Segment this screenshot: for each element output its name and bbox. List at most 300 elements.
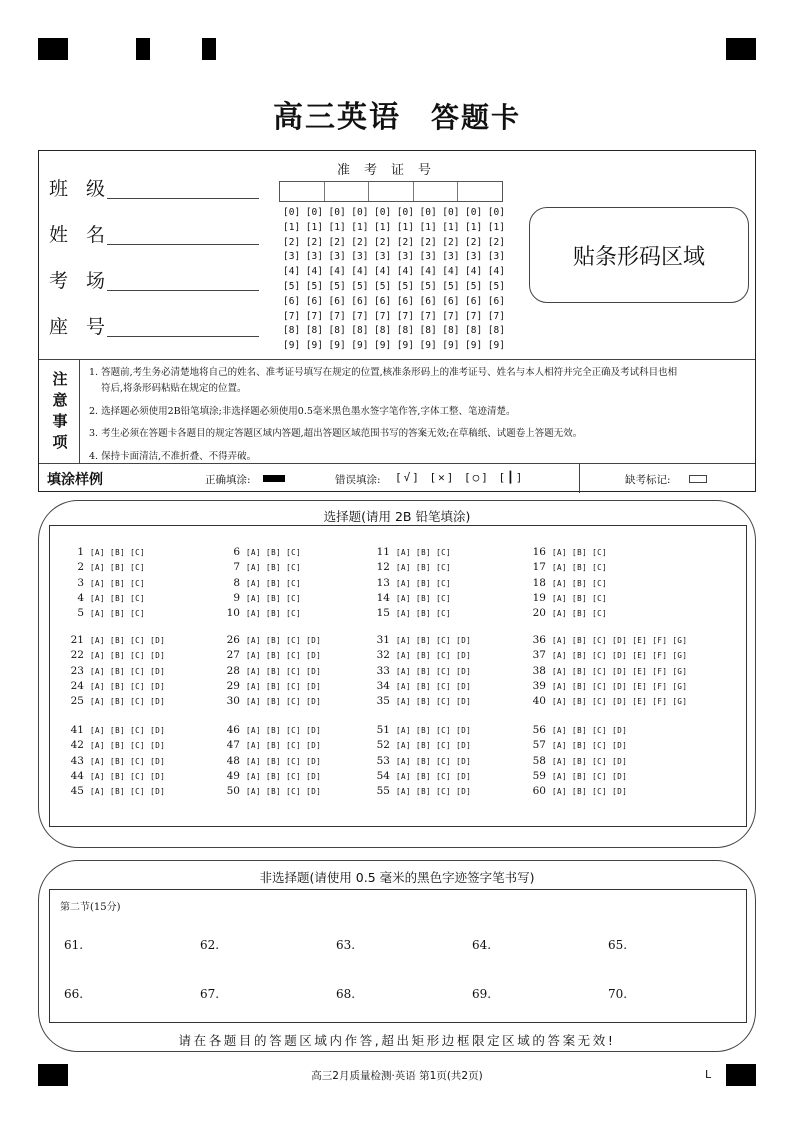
question-number: 1	[77, 546, 84, 558]
question-number: 7	[233, 561, 240, 574]
choice-question	[220, 592, 301, 604]
choice-question	[64, 695, 165, 707]
digit-bubble[interactable]: [4]	[442, 266, 460, 278]
digit-bubble[interactable]: [3]	[305, 251, 323, 263]
question-number: 44	[70, 769, 84, 782]
digit-bubble[interactable]: [5]	[487, 280, 505, 292]
choice-question	[526, 546, 607, 558]
digit-bubble[interactable]: [8]	[305, 325, 323, 337]
choice-question	[370, 680, 471, 692]
option-bubbles[interactable]: [A] [B] [C]	[90, 578, 146, 588]
question-number: 49	[226, 769, 240, 782]
question-number: 6	[233, 546, 240, 558]
divider	[79, 359, 80, 463]
answer-label: 65.	[608, 938, 628, 952]
class-line	[107, 198, 259, 199]
choice-question	[526, 724, 627, 736]
digit-bubble[interactable]: [5]	[283, 280, 301, 292]
digit-bubble[interactable]: [2]	[283, 236, 301, 248]
digit-bubble[interactable]: [3]	[283, 251, 301, 263]
digit-bubble[interactable]: [9]	[328, 340, 346, 352]
fill-sample-label: 填涂样例	[47, 472, 103, 488]
question-number: 31	[376, 634, 390, 646]
answer-label: 61.	[64, 938, 84, 952]
digit-bubble[interactable]: [8]	[351, 325, 369, 337]
name-label: 姓名	[49, 224, 124, 246]
option-bubbles[interactable]: [A] [B] [C]	[396, 548, 452, 557]
digit-bubble[interactable]: [6]	[396, 295, 414, 307]
divider	[39, 463, 755, 464]
option-bubbles[interactable]: [A] [B] [C] [D]	[552, 787, 628, 797]
choice-question	[526, 607, 607, 619]
digit-row	[283, 222, 505, 237]
question-number: 41	[70, 724, 84, 736]
title-sub: 答题卡	[430, 101, 521, 134]
digit-bubble[interactable]: [2]	[396, 236, 414, 248]
choice-question	[370, 770, 471, 782]
digit-bubble[interactable]: [8]	[328, 325, 346, 337]
question-number: 33	[376, 664, 390, 677]
option-bubbles[interactable]: [A] [B] [C]	[246, 609, 302, 619]
choice-question	[64, 546, 145, 558]
answer-label: 66.	[64, 987, 84, 1001]
digit-row	[283, 325, 505, 340]
digit-bubble[interactable]: [6]	[374, 295, 392, 307]
digit-bubble[interactable]: [0]	[419, 207, 437, 218]
digit-bubble[interactable]: [6]	[351, 295, 369, 307]
option-bubbles[interactable]: [A] [B] [C] [D]	[552, 741, 628, 751]
option-bubbles[interactable]: [A] [B] [C] [D]	[246, 741, 322, 751]
title-main: 高三英语	[272, 100, 401, 135]
option-bubbles[interactable]: [A] [B] [C] [D]	[90, 741, 166, 751]
digit-bubble[interactable]: [1]	[305, 221, 323, 233]
digit-bubble[interactable]: [2]	[419, 236, 437, 248]
choice-question	[370, 695, 471, 707]
digit-bubble[interactable]: [2]	[374, 236, 392, 248]
option-bubbles[interactable]: [A] [B] [C] [D]	[396, 636, 472, 645]
answer-label: 63.	[336, 938, 356, 952]
question-number: 54	[376, 769, 390, 782]
digit-bubble[interactable]: [3]	[442, 251, 460, 263]
digit-bubble[interactable]: [1]	[374, 221, 392, 233]
digit-row	[283, 296, 505, 311]
page-title	[0, 92, 794, 136]
digit-bubble[interactable]: [5]	[328, 280, 346, 292]
choice-question	[220, 649, 321, 661]
digit-bubble[interactable]: [9]	[283, 340, 301, 352]
option-bubbles[interactable]: [A] [B] [C] [D]	[90, 697, 166, 707]
digit-bubble[interactable]: [3]	[396, 251, 414, 263]
digit-bubble[interactable]: [8]	[283, 325, 301, 337]
digit-bubble[interactable]: [5]	[442, 280, 460, 292]
option-bubbles[interactable]: [A] [B] [C]	[396, 563, 452, 573]
digit-bubble[interactable]: [3]	[419, 251, 437, 263]
digit-bubble[interactable]: [8]	[465, 325, 483, 337]
option-bubbles[interactable]: [A] [B] [C] [D]	[90, 726, 166, 735]
digit-bubble[interactable]: [7]	[442, 310, 460, 322]
digit-bubble[interactable]: [7]	[396, 310, 414, 322]
answer-label: 62.	[200, 938, 220, 952]
option-bubbles[interactable]: [A] [B] [C]	[246, 548, 302, 557]
choice-question	[64, 724, 165, 736]
choice-question	[64, 649, 165, 661]
choice-question	[220, 561, 301, 573]
digit-bubble[interactable]: [5]	[465, 280, 483, 292]
choice-question	[220, 785, 321, 797]
digit-bubble[interactable]: [7]	[328, 310, 346, 322]
choice-question	[64, 634, 165, 646]
digit-bubble[interactable]: [4]	[283, 266, 301, 278]
option-bubbles[interactable]: [A] [B] [C] [D]	[396, 651, 472, 661]
digit-bubble[interactable]: [6]	[305, 295, 323, 307]
option-bubbles[interactable]: [A] [B] [C] [D]	[246, 697, 322, 707]
option-bubbles[interactable]: [A] [B] [C] [D] [E] [F] [G]	[552, 666, 688, 676]
digit-bubble[interactable]: [4]	[328, 266, 346, 278]
choice-question	[370, 592, 451, 604]
digit-bubble[interactable]: [5]	[374, 280, 392, 292]
digit-bubble[interactable]: [4]	[305, 266, 323, 278]
registration-mark	[726, 38, 756, 60]
digit-bubble[interactable]: [0]	[396, 207, 414, 218]
digit-bubble[interactable]: [7]	[305, 310, 323, 322]
option-bubbles[interactable]: [A] [B] [C]	[396, 609, 452, 619]
digit-row	[283, 340, 505, 355]
choice-question	[526, 695, 687, 707]
question-number: 42	[70, 739, 84, 752]
digit-bubble[interactable]: [2]	[305, 236, 323, 248]
nonchoice-answer-area[interactable]	[49, 889, 747, 1023]
digit-bubble[interactable]: [9]	[419, 340, 437, 352]
choice-question	[370, 546, 451, 558]
digit-bubble[interactable]: [7]	[283, 310, 301, 322]
digit-bubble[interactable]: [5]	[419, 280, 437, 292]
digit-bubble[interactable]: [9]	[374, 340, 392, 352]
digit-bubble[interactable]: [1]	[396, 221, 414, 233]
question-number: 36	[532, 634, 546, 646]
option-bubbles[interactable]: [A] [B] [C] [D]	[396, 741, 472, 751]
digit-bubble[interactable]: [4]	[465, 266, 483, 278]
option-bubbles[interactable]: [A] [B] [C] [D]	[396, 771, 472, 781]
digit-bubble[interactable]: [3]	[487, 251, 505, 263]
option-bubbles[interactable]: [A] [B] [C] [D]	[552, 771, 628, 781]
digit-bubble[interactable]: [1]	[465, 221, 483, 233]
digit-bubble[interactable]: [4]	[487, 266, 505, 278]
digit-bubble[interactable]: [4]	[396, 266, 414, 278]
digit-bubble[interactable]: [0]	[465, 207, 483, 218]
digit-bubble[interactable]: [5]	[305, 280, 323, 292]
question-number: 47	[226, 739, 240, 752]
choice-question	[64, 785, 165, 797]
digit-bubble[interactable]: [1]	[419, 221, 437, 233]
question-number: 2	[77, 561, 84, 574]
footer-corner-label: L	[705, 1068, 712, 1081]
choice-question	[64, 739, 165, 751]
correct-fill-label: 正确填涂:	[205, 474, 251, 486]
class-field[interactable]	[49, 177, 259, 201]
question-number: 58	[532, 754, 546, 767]
option-bubbles[interactable]: [A] [B] [C] [D] [E] [F] [G]	[552, 651, 688, 661]
choice-question	[526, 770, 627, 782]
option-bubbles[interactable]: [A] [B] [C] [D]	[246, 756, 322, 766]
digit-bubble[interactable]: [6]	[419, 295, 437, 307]
choice-question	[64, 680, 165, 692]
choice-question	[526, 592, 607, 604]
question-number: 32	[376, 649, 390, 662]
option-bubbles[interactable]: [A] [B] [C]	[246, 593, 302, 603]
seat-line	[107, 336, 259, 337]
class-label: 班级	[49, 178, 124, 200]
choice-question	[220, 770, 321, 782]
digit-bubble[interactable]: [4]	[351, 266, 369, 278]
choice-panel	[38, 500, 756, 848]
question-number: 10	[226, 607, 240, 620]
note-item: 1. 答题前,考生务必清楚地将自己的姓名、准考证号填写在规定的位置,核准条形码上的准考证号、姓名与本人相符并完全正确及考试科目也相	[89, 367, 678, 378]
warning-text: 请在各题目的答题区域内作答,超出矩形边框限定区域的答案无效!	[178, 1033, 616, 1048]
choice-question	[220, 739, 321, 751]
digit-row	[283, 237, 505, 252]
digit-bubble[interactable]: [4]	[374, 266, 392, 278]
option-bubbles[interactable]: [A] [B] [C] [D] [E] [F] [G]	[552, 636, 688, 645]
option-bubbles[interactable]: [A] [B] [C] [D]	[396, 756, 472, 766]
option-bubbles[interactable]: [A] [B] [C]	[552, 563, 608, 573]
choice-question	[526, 561, 607, 573]
choice-question	[526, 680, 687, 692]
option-bubbles[interactable]: [A] [B] [C] [D]	[90, 651, 166, 661]
digit-bubble[interactable]: [0]	[442, 207, 460, 218]
option-bubbles[interactable]: [A] [B] [C] [D]	[396, 697, 472, 707]
question-number: 59	[532, 769, 546, 782]
digit-bubble[interactable]: [8]	[442, 325, 460, 337]
digit-bubble[interactable]: [6]	[283, 295, 301, 307]
digit-bubble[interactable]: [3]	[351, 251, 369, 263]
option-bubbles[interactable]: [A] [B] [C] [D]	[246, 636, 322, 645]
option-bubbles[interactable]: [A] [B] [C]	[552, 609, 608, 619]
option-bubbles[interactable]: [A] [B] [C] [D]	[90, 787, 166, 797]
option-bubbles[interactable]: [A] [B] [C] [D]	[552, 726, 628, 735]
digit-bubble[interactable]: [0]	[283, 207, 301, 218]
digit-bubble[interactable]: [0]	[487, 207, 505, 218]
choice-question	[526, 755, 627, 767]
question-number: 46	[226, 724, 240, 736]
question-number: 15	[376, 607, 390, 620]
answer-label: 64.	[472, 938, 492, 952]
digit-bubble[interactable]: [1]	[283, 221, 301, 233]
choice-answer-area	[49, 525, 747, 827]
choice-title: 选择题(请用 2B 铅笔填涂)	[323, 509, 471, 524]
digit-bubble[interactable]: [9]	[351, 340, 369, 352]
option-bubbles[interactable]: [A] [B] [C] [D]	[90, 771, 166, 781]
option-bubbles[interactable]: [A] [B] [C] [D]	[246, 726, 322, 735]
digit-bubble[interactable]: [6]	[328, 295, 346, 307]
choice-question	[64, 592, 145, 604]
wrong-fill-examples: [√] [✕] [○] [┃]	[395, 471, 525, 484]
nonchoice-panel	[38, 860, 756, 1052]
absent-mark-label: 缺考标记:	[625, 474, 671, 486]
option-bubbles[interactable]: [A] [B] [C]	[246, 578, 302, 588]
question-number: 23	[70, 664, 84, 677]
option-bubbles[interactable]: [A] [B] [C] [D]	[246, 787, 322, 797]
answer-label: 68.	[336, 987, 356, 1001]
choice-question	[526, 649, 687, 661]
barcode-area: 贴条形码区域	[529, 207, 749, 303]
absent-mark-box[interactable]	[689, 475, 707, 483]
option-bubbles[interactable]: [A] [B] [C]	[246, 563, 302, 573]
digit-bubble[interactable]: [7]	[487, 310, 505, 322]
digit-bubble[interactable]: [7]	[351, 310, 369, 322]
question-number: 8	[233, 576, 240, 589]
digit-bubble[interactable]: [8]	[419, 325, 437, 337]
digit-bubble[interactable]: [5]	[351, 280, 369, 292]
digit-bubble[interactable]: [2]	[465, 236, 483, 248]
question-number: 34	[376, 679, 390, 692]
note-item: 4. 保持卡面清洁,不准折叠、不得弄破。	[89, 450, 257, 462]
option-bubbles[interactable]: [A] [B] [C] [D]	[246, 681, 322, 691]
seat-field[interactable]	[49, 315, 259, 339]
digit-bubble[interactable]: [6]	[442, 295, 460, 307]
option-bubbles[interactable]: [A] [B] [C] [D]	[90, 636, 166, 645]
choice-question	[370, 561, 451, 573]
option-bubbles[interactable]: [A] [B] [C] [D]	[90, 756, 166, 766]
option-bubbles[interactable]: [A] [B] [C] [D]	[246, 651, 322, 661]
digit-bubble[interactable]: [9]	[465, 340, 483, 352]
option-bubbles[interactable]: [A] [B] [C] [D]	[396, 787, 472, 797]
option-bubbles[interactable]: [A] [B] [C] [D]	[246, 771, 322, 781]
option-bubbles[interactable]: [A] [B] [C] [D]	[552, 756, 628, 766]
option-bubbles[interactable]: [A] [B] [C]	[396, 578, 452, 588]
choice-question	[64, 607, 145, 619]
option-bubbles[interactable]: [A] [B] [C] [D]	[90, 666, 166, 676]
question-number: 39	[532, 679, 546, 692]
digit-bubble[interactable]: [8]	[374, 325, 392, 337]
question-number: 16	[532, 546, 546, 558]
option-bubbles[interactable]: [A] [B] [C]	[90, 609, 146, 619]
digit-bubble[interactable]: [1]	[351, 221, 369, 233]
digit-bubble[interactable]: [7]	[465, 310, 483, 322]
question-number: 51	[376, 724, 390, 736]
question-number: 27	[226, 649, 240, 662]
question-number: 35	[376, 695, 390, 708]
wrong-fill-label: 错误填涂:	[335, 474, 381, 486]
exam-room-line	[107, 290, 259, 291]
ticket-digit-grid[interactable]	[283, 207, 505, 355]
choice-question	[370, 755, 471, 767]
digit-bubble[interactable]: [0]	[305, 207, 323, 218]
digit-bubble[interactable]: [2]	[442, 236, 460, 248]
option-bubbles[interactable]: [A] [B] [C]	[396, 593, 452, 603]
question-number: 11	[376, 546, 390, 558]
exam-room-label: 考场	[49, 270, 124, 292]
digit-bubble[interactable]: [1]	[328, 221, 346, 233]
question-number: 56	[532, 724, 546, 736]
answer-label: 70.	[608, 987, 628, 1001]
question-number: 12	[376, 561, 390, 574]
digit-bubble[interactable]: [4]	[419, 266, 437, 278]
digit-bubble[interactable]: [0]	[351, 207, 369, 218]
digit-bubble[interactable]: [3]	[374, 251, 392, 263]
note-item: 符后,将条形码粘贴在规定的位置。	[101, 383, 247, 395]
digit-bubble[interactable]: [1]	[487, 221, 505, 233]
ticket-heading: 准考证号	[336, 163, 445, 178]
choice-question	[526, 739, 627, 751]
question-number: 26	[226, 634, 240, 646]
question-number: 38	[532, 664, 546, 677]
option-bubbles[interactable]: [A] [B] [C]	[90, 563, 146, 573]
ticket-number-cells[interactable]	[279, 181, 503, 202]
digit-bubble[interactable]: [1]	[442, 221, 460, 233]
digit-bubble[interactable]: [8]	[487, 325, 505, 337]
choice-question	[526, 577, 607, 589]
digit-bubble[interactable]: [9]	[396, 340, 414, 352]
option-bubbles[interactable]: [A] [B] [C]	[552, 593, 608, 603]
question-number: 19	[532, 591, 546, 604]
digit-bubble[interactable]: [7]	[374, 310, 392, 322]
digit-row	[283, 251, 505, 266]
choice-question	[370, 607, 451, 619]
question-number: 4	[77, 591, 84, 604]
choice-question	[64, 665, 165, 677]
nonchoice-title: 非选择题(请使用 0.5 毫米的黑色字迹签字笔书写)	[259, 870, 535, 885]
option-bubbles[interactable]: [A] [B] [C] [D] [E] [F] [G]	[552, 681, 688, 691]
option-bubbles[interactable]: [A] [B] [C] [D] [E] [F] [G]	[552, 697, 688, 707]
choice-question	[220, 634, 321, 646]
choice-question	[220, 665, 321, 677]
note-item: 3. 考生必须在答题卡各题目的规定答题区域内答题,超出答题区域范围书写的答案无效;在草稿纸、试题卷上答题无效。	[89, 428, 583, 440]
digit-bubble[interactable]: [0]	[328, 207, 346, 218]
choice-question	[64, 561, 145, 573]
option-bubbles[interactable]: [A] [B] [C] [D]	[396, 681, 472, 691]
digit-bubble[interactable]: [3]	[328, 251, 346, 263]
name-line	[107, 244, 259, 245]
digit-bubble[interactable]: [9]	[487, 340, 505, 352]
digit-bubble[interactable]: [6]	[465, 295, 483, 307]
name-field[interactable]	[49, 223, 259, 247]
option-bubbles[interactable]: [A] [B] [C] [D]	[246, 666, 322, 676]
digit-bubble[interactable]: [0]	[374, 207, 392, 218]
digit-bubble[interactable]: [9]	[305, 340, 323, 352]
digit-row	[283, 281, 505, 296]
option-bubbles[interactable]: [A] [B] [C] [D]	[396, 726, 472, 735]
option-bubbles[interactable]: [A] [B] [C]	[552, 548, 608, 557]
digit-bubble[interactable]: [6]	[487, 295, 505, 307]
digit-bubble[interactable]: [2]	[351, 236, 369, 248]
digit-row	[283, 207, 505, 222]
choice-question	[526, 634, 687, 646]
digit-bubble[interactable]: [2]	[328, 236, 346, 248]
question-number: 22	[70, 649, 84, 662]
digit-bubble[interactable]: [2]	[487, 236, 505, 248]
option-bubbles[interactable]: [A] [B] [C]	[90, 548, 146, 557]
choice-question	[64, 755, 165, 767]
question-number: 43	[70, 754, 84, 767]
option-bubbles[interactable]: [A] [B] [C]	[90, 593, 146, 603]
registration-mark	[38, 38, 68, 60]
option-bubbles[interactable]: [A] [B] [C]	[552, 578, 608, 588]
digit-bubble[interactable]: [7]	[419, 310, 437, 322]
digit-bubble[interactable]: [5]	[396, 280, 414, 292]
question-number: 60	[532, 785, 546, 798]
exam-room-field[interactable]	[49, 269, 259, 293]
digit-bubble[interactable]: [3]	[465, 251, 483, 263]
notes-title: 注意事项	[52, 370, 68, 451]
option-bubbles[interactable]: [A] [B] [C] [D]	[90, 681, 166, 691]
choice-question	[220, 680, 321, 692]
digit-bubble[interactable]: [9]	[442, 340, 460, 352]
question-number: 40	[532, 695, 546, 708]
section-label: 第二节(15分)	[60, 902, 121, 913]
answer-label: 67.	[200, 987, 220, 1001]
option-bubbles[interactable]: [A] [B] [C] [D]	[396, 666, 472, 676]
digit-bubble[interactable]: [8]	[396, 325, 414, 337]
